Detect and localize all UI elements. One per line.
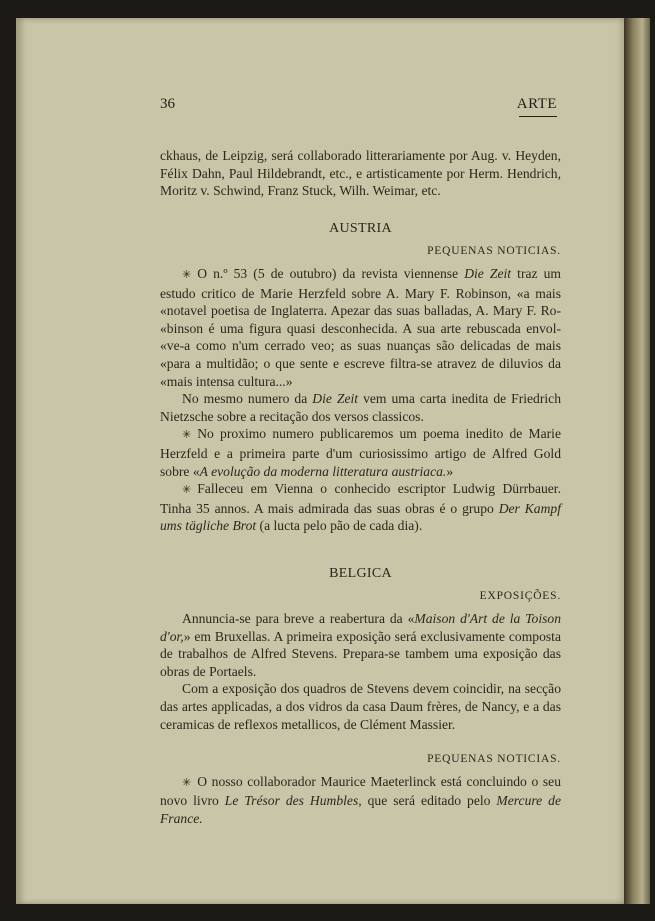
austria-paragraph-1: ✳ O n.º 53 (5 de outubro) da revista viennense Die Zeit traz um estudo critico de Marie Herzfeld sobre A. Mary F. Robinson, «a mais «notavel poetisa de Inglaterra. Apezar das suas balladas, A. Mary F. Ro- «binson é uma figura quasi desconhecida. A sua arte rebuscada envol- «ve-a como n'um cerrado veo; as suas nuanças são delicadas de mais «para a multidão; o que sente e escreve filtra-se atravez de diluvios da «mais intensa cultura...» bbox=[160, 265, 561, 389]
intro-paragraph: ckhaus, de Leipzig, será collaborado litterariamente por Aug. v. Heyden, Félix Dahn, Paul Hildebrandt, etc., e artisticamente por Herm. Hendrich, Moritz v. Schwind, Franz Stuck, Wilh. Weimar, etc. bbox=[160, 148, 561, 199]
asterism-icon: ✳ bbox=[182, 776, 192, 789]
section-title-belgica: BELGICA bbox=[329, 565, 392, 581]
section-title-austria: AUSTRIA bbox=[329, 220, 392, 236]
belgica-paragraph-3: ✳ O nosso collaborador Maurice Maeterlinck está concluindo o seu novo livro Le Trésor des Humbles, que será editado pelo Mercure de France. bbox=[160, 773, 561, 826]
page-number: 36 bbox=[160, 96, 175, 112]
austria-subhead: PEQUENAS NOTICIAS. bbox=[427, 245, 561, 258]
austria-paragraph-3: ✳ No proximo numero publicaremos um poema inedito de Marie Herzfeld e a primeira parte d'um curiosissimo artigo de Alfred Gold sobre «A evolução da moderna litteratura austriaca.» bbox=[160, 426, 561, 479]
austria-paragraph-2: No mesmo numero da Die Zeit vem uma carta inedita de Friedrich Nietzsche sobre a recitação dos versos classicos. bbox=[160, 391, 561, 424]
belgica-subhead-noticias: PEQUENAS NOTICIAS. bbox=[427, 753, 561, 766]
page-header bbox=[160, 96, 557, 118]
book-spine bbox=[624, 18, 650, 904]
asterism-icon: ✳ bbox=[182, 268, 192, 281]
asterism-icon: ✳ bbox=[182, 484, 192, 497]
belgica-subhead-exposicoes: EXPOSIÇÕES. bbox=[479, 590, 561, 603]
running-head-rule bbox=[519, 116, 557, 117]
belgica-paragraph-2: Com a exposição dos quadros de Stevens devem coincidir, na secção das artes applicadas, a dos vidros da casa Daum frères, de Nancy, e a das ceramicas de reflexos metallicos, de Clément Massier. bbox=[160, 681, 561, 732]
belgica-paragraph-1: Annuncia-se para breve a reabertura da «Maison d'Art de la Toison d'or,» em Bruxellas. A primeira exposição será exclusivamente composta de trabalhos de Alfred Stevens. Prepara-se tambem uma exposição das obras de Portaels. bbox=[160, 611, 561, 679]
running-head: ARTE bbox=[516, 96, 557, 112]
asterism-icon: ✳ bbox=[182, 429, 192, 442]
page-body bbox=[160, 147, 561, 828]
austria-paragraph-4: ✳ Falleceu em Vienna o conhecido escriptor Ludwig Dürrbauer. Tinha 35 annos. A mais admirada das suas obras é o grupo Der Kampf ums tägliche Brot (a lucta pelo pão de cada dia). bbox=[160, 481, 561, 534]
